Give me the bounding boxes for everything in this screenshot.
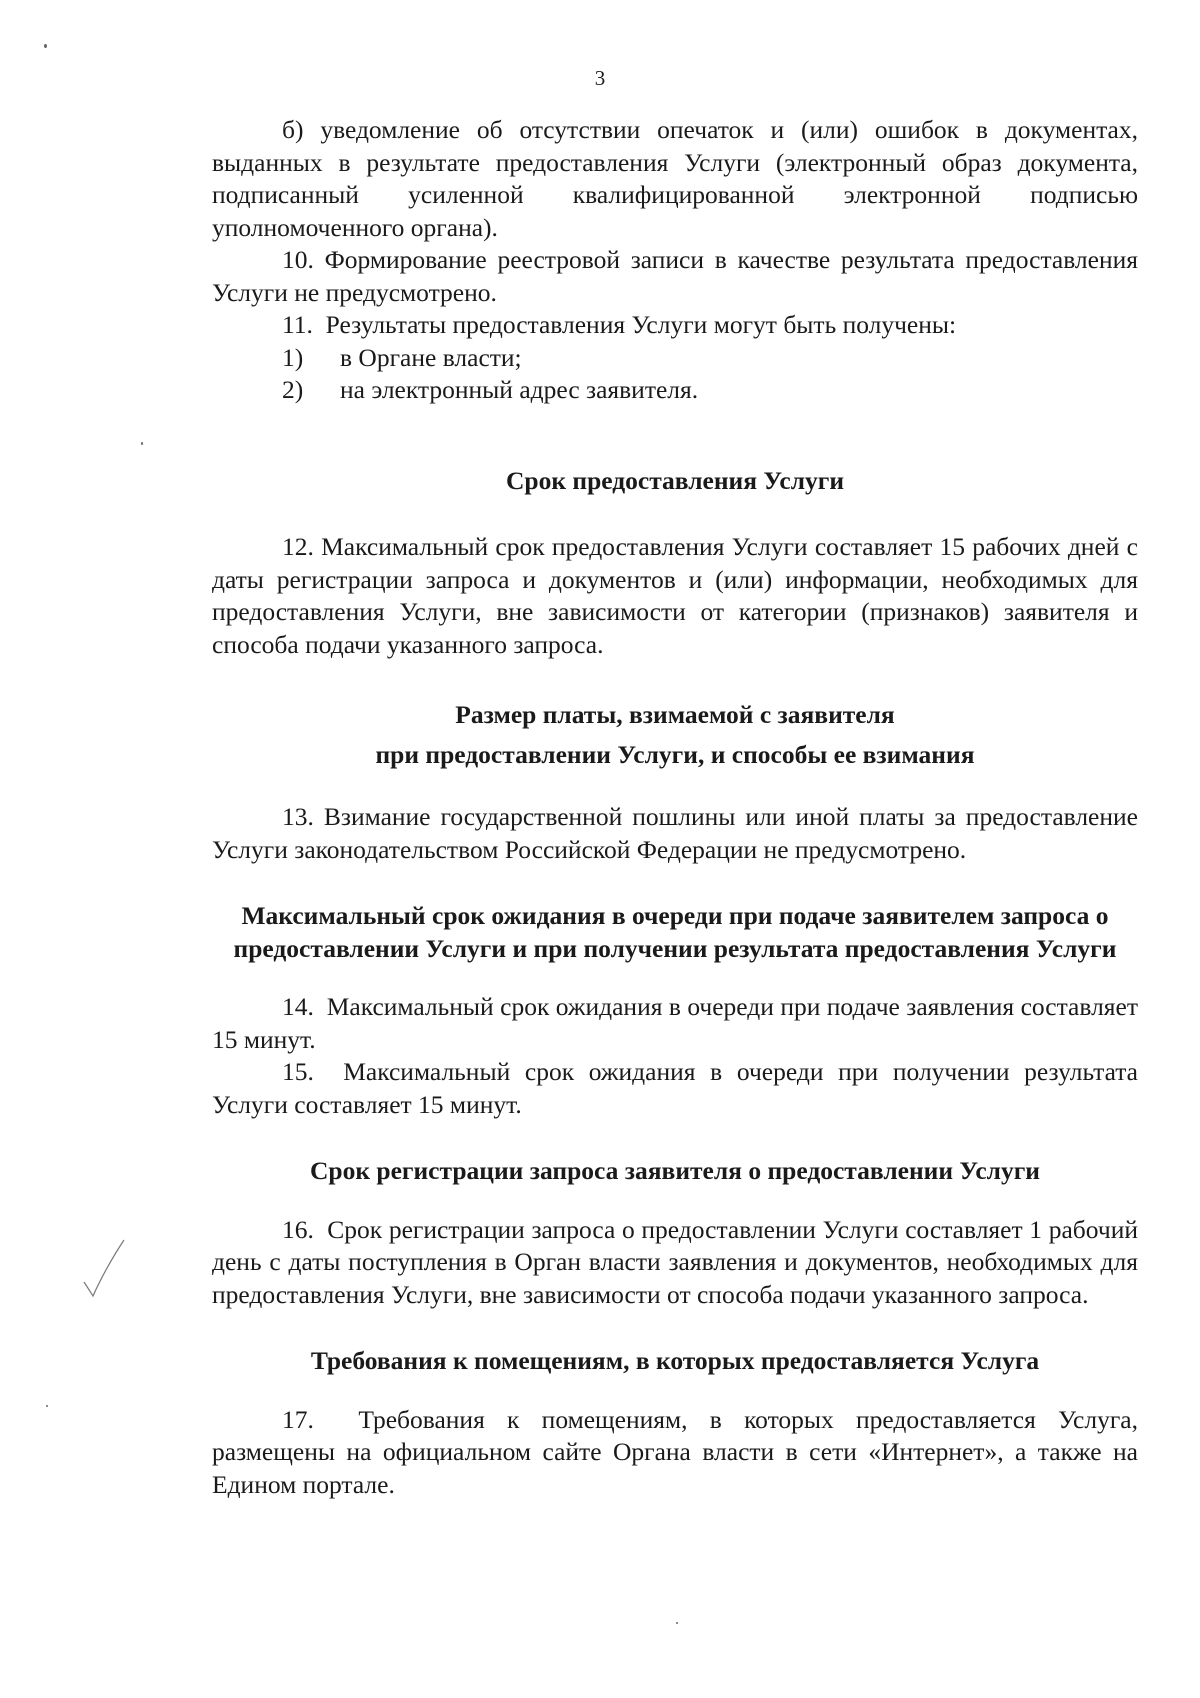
scan-speck: [676, 1622, 678, 1624]
list-item-number: 1): [282, 342, 304, 372]
list-item-number: 2): [282, 375, 304, 404]
scan-speck: [141, 442, 143, 445]
list-item: [212, 342, 1138, 375]
scan-speck: [46, 1405, 48, 1407]
paragraph-14: 14. Максимальный срок ожидания в очереди при подаче заявления составляет 15 минут.: [212, 992, 1138, 1054]
list-item: [212, 374, 1138, 407]
heading-pomeshcheniya: Требования к помещениям, в которых предоставляется Услуга: [310, 1346, 1040, 1375]
paragraph-b: б) уведомление об отсутствии опечаток и (или) ошибок в документах, выданных в результате предоставления Услуги (электронный образ документа, подписанный усиленной квалифицированной электронной подписью уполномоченного органа).: [212, 115, 1138, 242]
paragraph-16: 16. Срок регистрации запроса о предоставлении Услуги составляет 1 рабочий день с даты поступления в Орган власти заявления и документов, необходимых для предоставления Услуги, вне зависимости от способа подачи указанного запроса.: [212, 1214, 1138, 1309]
list-item-text: в Органе власти;: [340, 342, 522, 372]
heading-ochered: Максимальный срок ожидания в очереди при подаче заявителем запроса о предоставлении Услуги и при получении результата предоставления Услуги: [233, 901, 1117, 963]
list-item-text: на электронный адрес заявителя.: [340, 375, 699, 404]
paragraph-11: 11. Результаты предоставления Услуги могут быть получены:: [282, 310, 957, 339]
page-number: 3: [594, 66, 606, 90]
paragraph-10: 10. Формирование реестровой записи в качестве результата предоставления Услуги не предусмотрено.: [212, 245, 1138, 307]
paragraph-17: 17. Требования к помещениям, в которых предоставляется Услуга, размещены на официальном сайте Органа власти в сети «Интернет», а также на Едином портале.: [212, 1404, 1138, 1499]
heading-registratsiya: Срок регистрации запроса заявителя о предоставлении Услуги: [310, 1156, 1040, 1185]
scan-speck: [44, 44, 47, 48]
checkmark-icon: [82, 1238, 128, 1300]
document-body: [212, 114, 1138, 1501]
paragraph-15: 15. Максимальный срок ожидания в очереди при получении результата Услуги составляет 15 минут.: [212, 1057, 1138, 1119]
paragraph-12: 12. Максимальный срок предоставления Услуги составляет 15 рабочих дней с даты регистрации запроса и документов и (или) информации, необходимых для предоставления Услуги, вне зависимости от категории (признаков) заявителя и способа подачи указанного запроса.: [212, 532, 1138, 659]
heading-plata-line1: Размер платы, взимаемой с заявителя: [455, 700, 895, 729]
paragraph-13: 13. Взимание государственной пошлины или иной платы за предоставление Услуги законодательством Российской Федерации не предусмотрено.: [212, 802, 1138, 864]
heading-srok: Срок предоставления Услуги: [505, 465, 845, 495]
heading-plata-line2: при предоставлении Услуги, и способы ее взимания: [375, 740, 975, 769]
